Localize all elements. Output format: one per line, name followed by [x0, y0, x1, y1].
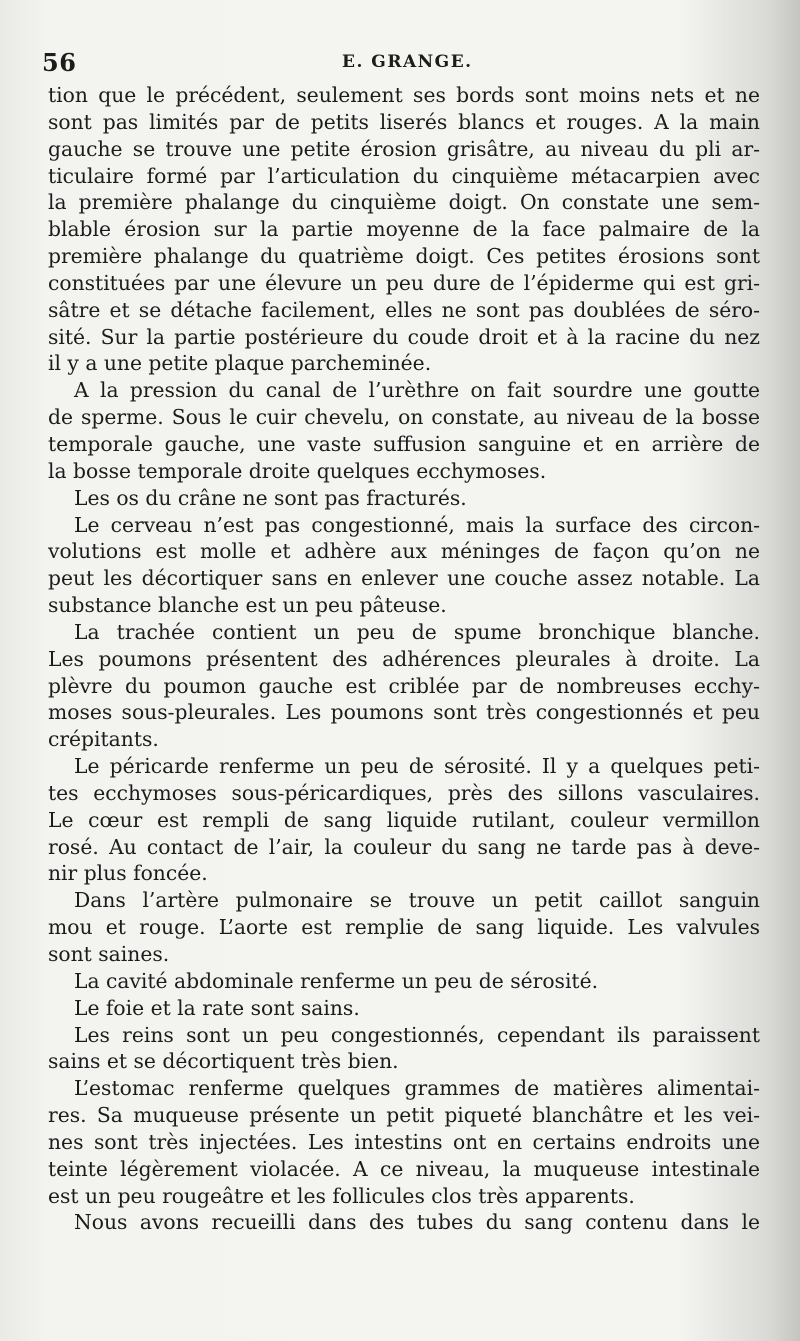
text-line: A la pression du canal de l’urèthre on fait sourdre une goutte	[74, 378, 760, 403]
text-line: plèvre du poumon gauche est criblée par de nombreuses ecchy-	[48, 673, 760, 698]
text-line: temporale gauche, une vaste suffusion sanguine et en arrière de	[48, 431, 760, 456]
text-line: blable érosion sur la partie moyenne de la face palmaire de la	[48, 217, 760, 242]
text-line: rosé. Au contact de l’air, la couleur du sang ne tarde pas à deve-	[48, 834, 760, 859]
text-line: teinte légèrement violacée. A ce niveau, la muqueuse intestinale	[48, 1156, 760, 1181]
text-line: il y a une petite plaque parcheminée.	[48, 351, 432, 376]
text-line: sité. Sur la partie postérieure du coude droit et à la racine du nez	[48, 324, 760, 349]
text-line: de sperme. Sous le cuir chevelu, on constate, au niveau de la bosse	[48, 405, 760, 430]
text-line: Les poumons présentent des adhérences pleurales à droite. La	[48, 646, 760, 671]
text-line: nes sont très injectées. Les intestins ont en certains endroits une	[48, 1129, 760, 1154]
body-text	[48, 82, 760, 1236]
text-line: volutions est molle et adhère aux méninges de façon qu’on ne	[48, 539, 760, 564]
text-line: crépitants.	[48, 727, 159, 752]
text-line: Les os du crâne ne sont pas fracturés.	[74, 485, 467, 510]
running-head: E. GRANGE.	[342, 52, 473, 72]
text-line: res. Sa muqueuse présente un petit piqueté blanchâtre et les vei-	[48, 1103, 760, 1128]
text-line: la première phalange du cinquième doigt. On constate une sem-	[48, 190, 760, 215]
text-line: la bosse temporale droite quelques ecchymoses.	[48, 458, 547, 483]
text-line: est un peu rougeâtre et les follicules clos très apparents.	[48, 1183, 635, 1208]
text-line: sains et se décortiquent très bien.	[48, 1049, 399, 1074]
text-line: mou et rouge. L’aorte est remplie de sang liquide. Les valvules	[48, 915, 760, 940]
text-line: L’estomac renferme quelques grammes de matières alimentai-	[74, 1076, 760, 1101]
text-line: peut les décortiquer sans en enlever une couche assez notable. La	[48, 566, 760, 591]
text-line: Dans l’artère pulmonaire se trouve un petit caillot sanguin	[74, 888, 760, 913]
text-line: Le cerveau n’est pas congestionné, mais la surface des circon-	[74, 512, 760, 537]
page-header	[42, 48, 762, 78]
text-line: La trachée contient un peu de spume bronchique blanche.	[74, 619, 760, 644]
text-line: tion que le précédent, seulement ses bords sont moins nets et ne	[48, 83, 760, 107]
text-line: substance blanche est un peu pâteuse.	[48, 593, 447, 618]
text-line: sont saines.	[48, 942, 170, 966]
text-line: tes ecchymoses sous-péricardiques, près des sillons vasculaires.	[48, 780, 760, 805]
text-line: constituées par une élevure un peu dure de l’épiderme qui est gri-	[48, 270, 760, 295]
page-number: 56	[42, 48, 77, 77]
text-line: moses sous-pleurales. Les poumons sont très congestionnés et peu	[48, 700, 760, 725]
text-line: Le péricarde renferme un peu de sérosité. Il y a quelques peti-	[74, 754, 760, 779]
text-line: première phalange du quatrième doigt. Ces petites érosions sont	[48, 244, 760, 269]
text-line: sont pas limités par de petits liserés blancs et rouges. A la main	[48, 109, 760, 134]
text-line: Nous avons recueilli dans des tubes du sang contenu dans le	[74, 1210, 760, 1235]
text-line: gauche se trouve une petite érosion grisâtre, au niveau du pli ar-	[48, 136, 760, 161]
text-line: La cavité abdominale renferme un peu de sérosité.	[74, 968, 599, 993]
text-line: Le cœur est rempli de sang liquide rutilant, couleur vermillon	[48, 807, 760, 832]
text-line: sâtre et se détache facilement, elles ne sont pas doublées de séro-	[48, 297, 760, 322]
text-line: Le foie et la rate sont sains.	[74, 995, 360, 1020]
text-line: nir plus foncée.	[48, 861, 208, 886]
text-line: Les reins sont un peu congestionnés, cependant ils paraissent	[74, 1022, 760, 1047]
text-line: ticulaire formé par l’articulation du cinquième métacarpien avec	[48, 163, 760, 188]
